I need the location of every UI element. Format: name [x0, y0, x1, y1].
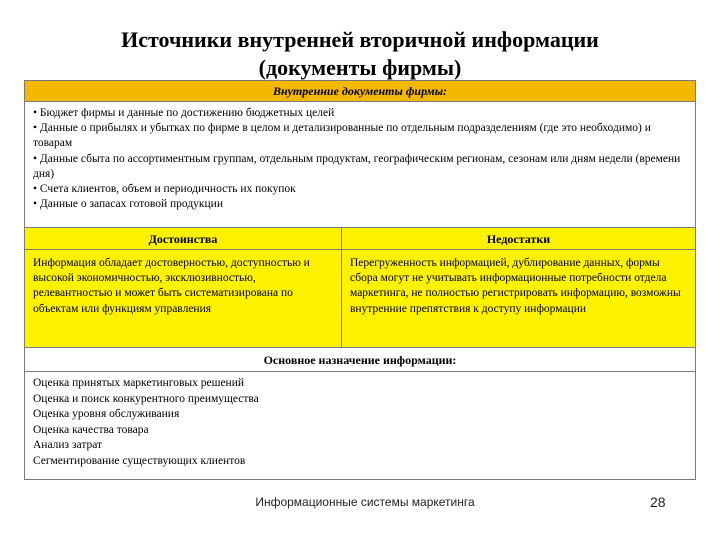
list-item: Сегментирование существующих клиентов [33, 454, 246, 467]
footer-caption: Информационные системы маркетинга [255, 495, 475, 509]
page-title-line1: Источники внутренней вторичной информации [121, 27, 599, 52]
page-title-line2: (документы фирмы) [258, 55, 462, 80]
advantages-column [25, 228, 342, 347]
list-item: Анализ затрат [33, 439, 103, 452]
list-item: • Бюджет фирмы и данные по достижению бюджетных целей [33, 107, 335, 119]
disadvantages-header: Недостатки [342, 228, 695, 250]
advantages-text: Информация обладает достоверностью, доступностью и высокой экономичностью, эксклюзивностью, релевантностью и может быть систематизирована по объектам или функциям управления [25, 250, 341, 347]
page-number: 28 [650, 494, 666, 510]
disadvantages-text: Перегруженность информацией, дублирование данных, формы сбора могут не учитывать информационные потребности отдела маркетинга, не полностью регистрировать информацию, возможны внутренние препятствия к доступу информации [342, 250, 695, 347]
purpose-list [24, 372, 696, 480]
list-item: Оценка принятых маркетинговых решений [33, 377, 245, 389]
disadvantages-column [342, 228, 695, 347]
page-title [0, 26, 720, 82]
list-item: • Данные о запасах готовой продукции [33, 198, 223, 211]
internal-docs-list [24, 102, 696, 228]
pros-cons-table [24, 228, 696, 348]
purpose-header: Основное назначение информации: [24, 348, 696, 372]
list-item: Оценка качества товара [33, 423, 149, 436]
internal-docs-header: Внутренние документы фирмы: [24, 80, 696, 102]
list-item: Оценка уровня обслуживания [33, 408, 180, 421]
advantages-header: Достоинства [25, 228, 341, 250]
list-item: • Данные о прибылях и убытках по фирме в целом и детализированные по отдельным подразделениям (где это необходимо) и товарам [33, 122, 651, 150]
list-item: Оценка и поиск конкурентного преимущества [33, 392, 259, 405]
list-item: • Данные сбыта по ассортиментным группам, отдельным продуктам, географическим регионам, сезонам или дням недели (времени дня) [33, 152, 681, 180]
list-item: • Счета клиентов, объем и периодичность их покупок [33, 183, 296, 196]
